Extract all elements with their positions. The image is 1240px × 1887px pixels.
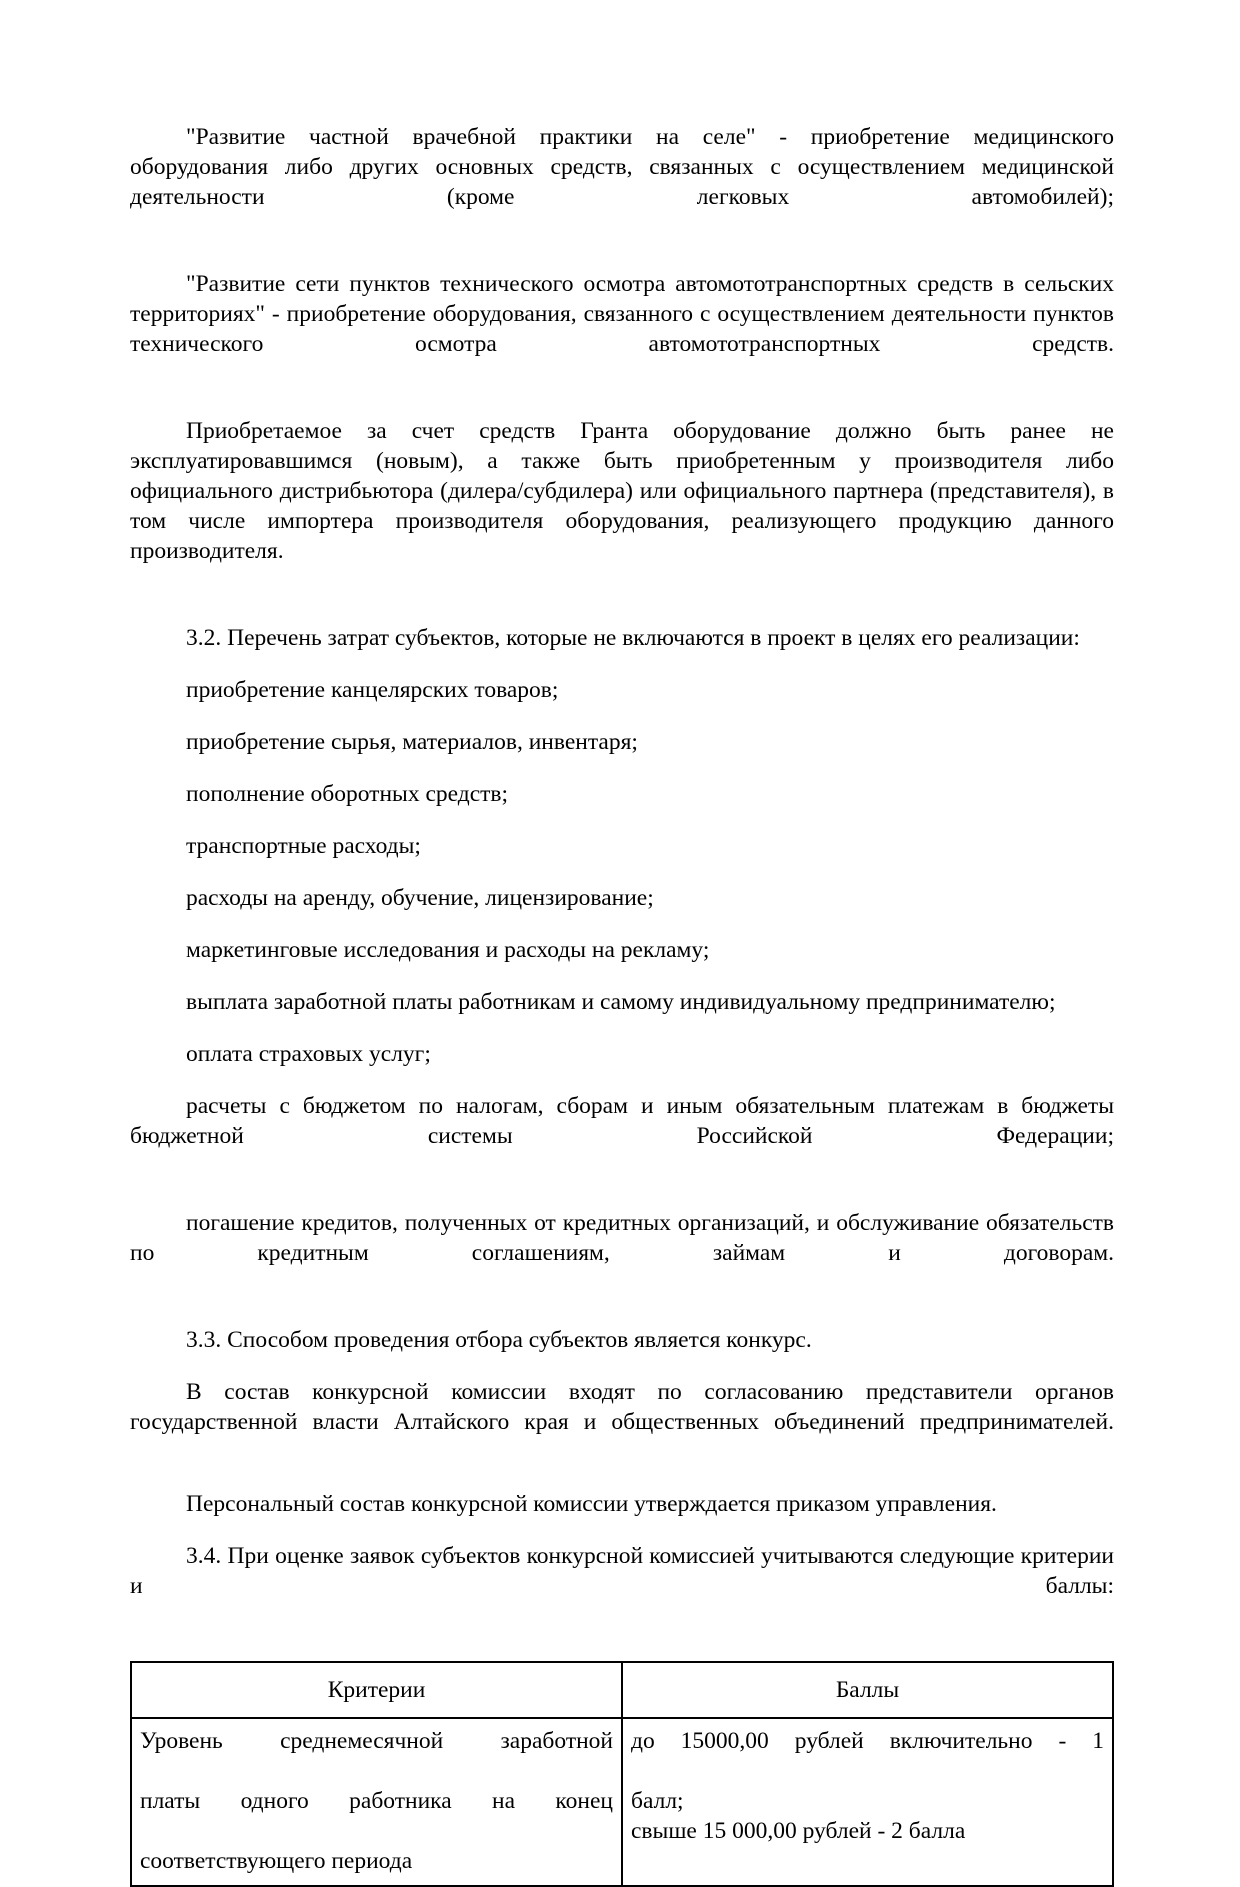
list-spacer xyxy=(130,913,1114,935)
criterion-line: соответствующего периода xyxy=(140,1848,413,1874)
section-3-4-paragraph: 3.4. При оценке заявок субъектов конкурсной комиссией учитываются следующие критерии и баллы: xyxy=(130,1543,1114,1599)
list-spacer xyxy=(130,757,1114,779)
table-header-row xyxy=(131,1662,1113,1718)
paragraph-spacer xyxy=(130,1467,1114,1489)
excluded-cost-budget-settlements: расчеты с бюджетом по налогам, сборам и иным обязательным платежам в бюджеты бюджетной системы Российской Федерации; xyxy=(130,1093,1114,1149)
excluded-cost-item: приобретение сырья, материалов, инвентаря; xyxy=(186,729,638,755)
paragraph-spacer xyxy=(130,1298,1114,1325)
table-cell-score xyxy=(622,1718,1113,1886)
paragraph-spacer xyxy=(130,389,1114,416)
list-spacer xyxy=(130,809,1114,831)
score-line: балл; xyxy=(631,1788,684,1814)
excluded-cost-credit-repayment: погашение кредитов, полученных от кредитных организаций, и обслуживание обязательств по кредитным соглашениям, займам и договорам. xyxy=(130,1210,1114,1266)
score-line: свыше 15 000,00 рублей - 2 балла xyxy=(631,1818,966,1844)
list-spacer xyxy=(130,861,1114,883)
excluded-cost-item: маркетинговые исследования и расходы на рекламу; xyxy=(186,937,710,963)
excluded-cost-item: оплата страховых услуг; xyxy=(186,1041,431,1067)
paragraph-vehicle-inspection-network: "Развитие сети пунктов технического осмотра автомототранспортных средств в сельских территориях" - приобретение оборудования, связанного с осуществлением деятельности пунктов технического осмотра автомототранспортных средств. xyxy=(130,271,1114,357)
table-header-scores: Баллы xyxy=(622,1662,1113,1718)
document-body xyxy=(130,122,1114,1887)
list-spacer xyxy=(130,705,1114,727)
excluded-cost-item: приобретение канцелярских товаров; xyxy=(186,677,559,703)
excluded-cost-item: расходы на аренду, обучение, лицензирование; xyxy=(186,885,654,911)
excluded-cost-item: пополнение оборотных средств; xyxy=(186,781,509,807)
criterion-line: Уровень среднемесячной заработной xyxy=(140,1728,613,1754)
excluded-cost-item: транспортные расходы; xyxy=(186,833,421,859)
paragraph-spacer xyxy=(130,1181,1114,1208)
paragraph-spacer xyxy=(130,1519,1114,1541)
list-spacer xyxy=(130,965,1114,987)
excluded-cost-item: выплата заработной платы работникам и самому индивидуальному предпринимателю; xyxy=(186,989,1056,1015)
paragraph-spacer xyxy=(130,242,1114,269)
paragraph-spacer xyxy=(130,1355,1114,1377)
criterion-line: платы одного работника на конец xyxy=(140,1788,613,1814)
criteria-scoring-table xyxy=(130,1661,1114,1887)
list-spacer xyxy=(130,1069,1114,1091)
table-row xyxy=(131,1718,1113,1886)
paragraph-commission-composition: В состав конкурсной комиссии входят по согласованию представители органов государственной власти Алтайского края и общественных объединений предпринимателей. xyxy=(130,1379,1114,1435)
section-3-2-heading: 3.2. Перечень затрат субъектов, которые не включаются в проект в целях его реализации: xyxy=(186,625,1080,651)
table-cell-criterion xyxy=(131,1718,622,1886)
paragraph-spacer xyxy=(130,596,1114,623)
paragraph-commission-approval: Персональный состав конкурсной комиссии утверждается приказом управления. xyxy=(186,1491,997,1517)
list-spacer xyxy=(130,1017,1114,1039)
paragraph-spacer xyxy=(130,653,1114,675)
paragraph-equipment-must-be-new: Приобретаемое за счет средств Гранта оборудование должно быть ранее не эксплуатировавшимся (новым), а также быть приобретенным у производителя либо официального дистрибьютора (дилера/субдилера) или официального партнера (представителя), в том числе импортера производителя оборудования, реализующего продукцию данного производителя. xyxy=(130,418,1114,564)
section-3-3-paragraph: 3.3. Способом проведения отбора субъектов является конкурс. xyxy=(186,1327,812,1353)
score-line: до 15000,00 рублей включительно - 1 xyxy=(631,1728,1104,1754)
paragraph-private-medical-practice: "Развитие частной врачебной практики на селе" - приобретение медицинского оборудования либо других основных средств, связанных с осуществлением медицинской деятельности (кроме легковых автомобилей); xyxy=(130,124,1114,210)
table-header-criteria: Критерии xyxy=(131,1662,622,1718)
